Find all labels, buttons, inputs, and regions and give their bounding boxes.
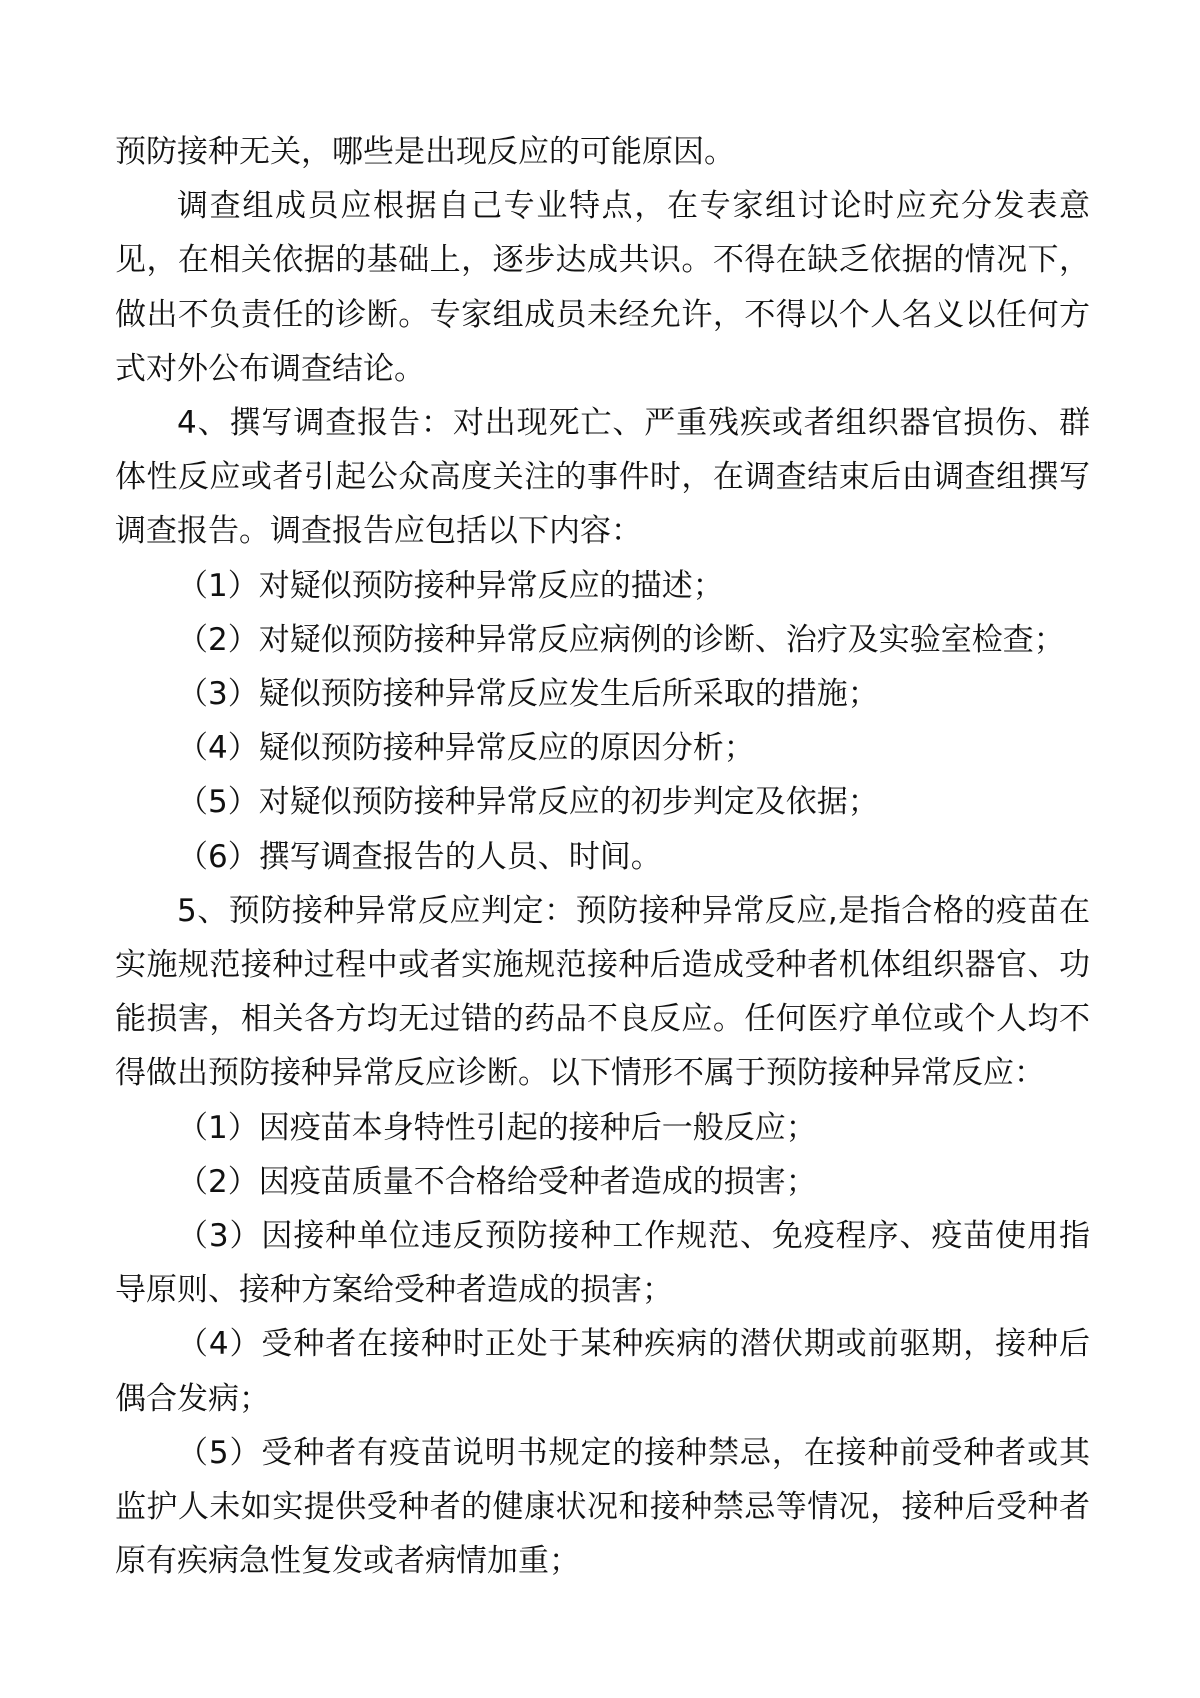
list-item: （2）因疫苗质量不合格给受种者造成的损害； (177, 1163, 817, 1200)
paragraph-expert-conduct: 调查组成员应根据自己专业特点，在专家组讨论时应充分发表意见，在相关依据的基础上，逐步达成共识。不得在缺乏依据的情况下，做出不负责任的诊断。专家组成员未经允许，不得以个人名义以任何方式对外公布调查结论。 (115, 188, 1090, 387)
document-body (115, 125, 1090, 1588)
list-item: （5）受种者有疫苗说明书规定的接种禁忌，在接种前受种者或其监护人未如实提供受种者的健康状况和接种禁忌等情况，接种后受种者原有疾病急性复发或者病情加重； (115, 1434, 1090, 1580)
list-item: （5）对疑似预防接种异常反应的初步判定及依据； (177, 784, 879, 821)
list-item: （4）受种者在接种时正处于某种疾病的潜伏期或前驱期，接种后偶合发病； (115, 1326, 1090, 1417)
list-item: （6）撰写调查报告的人员、时间。 (177, 838, 662, 875)
list-item: （1）对疑似预防接种异常反应的描述； (177, 567, 724, 604)
list-item: （4）疑似预防接种异常反应的原因分析； (177, 730, 755, 767)
list-item: （2）对疑似预防接种异常反应病例的诊断、治疗及实验室检查； (177, 621, 1065, 658)
paragraph-continuation: 预防接种无关，哪些是出现反应的可能原因。 (115, 134, 735, 170)
list-item: （3）疑似预防接种异常反应发生后所采取的措施； (177, 676, 879, 713)
list-item: （1）因疫苗本身特性引起的接种后一般反应； (177, 1109, 817, 1146)
list-item: （3）因接种单位违反预防接种工作规范、免疫程序、疫苗使用指导原则、接种方案给受种者造成的损害； (115, 1218, 1090, 1309)
paragraph-section-4-heading: 4、撰写调查报告：对出现死亡、严重残疾或者组织器官损伤、群体性反应或者引起公众高度关注的事件时，在调查结束后由调查组撰写调查报告。调查报告应包括以下内容： (115, 405, 1090, 550)
paragraph-section-5-heading: 5、预防接种异常反应判定：预防接种异常反应,是指合格的疫苗在实施规范接种过程中或者实施规范接种后造成受种者机体组织器官、功能损害，相关各方均无过错的药品不良反应。任何医疗单位或个人均不得做出预防接种异常反应诊断。以下情形不属于预防接种异常反应： (115, 892, 1090, 1092)
